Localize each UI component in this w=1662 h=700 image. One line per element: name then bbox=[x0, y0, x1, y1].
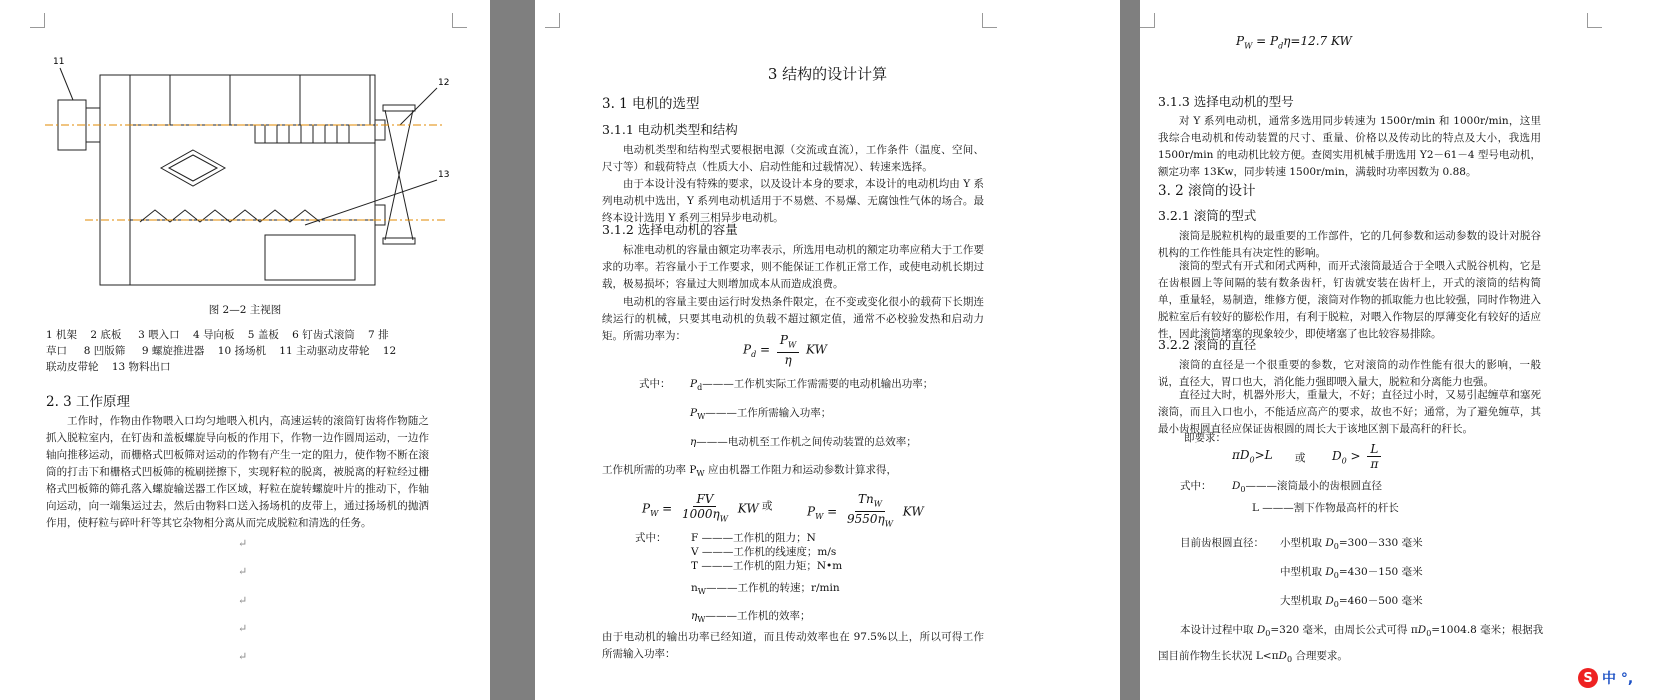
paragraph: 由于本设计没有特殊的要求，以及设计本身的要求，本设计的电动机均由 Y 系列电动机中选出，Y 系列电动机适用于不易燃、不易爆、无腐蚀性气体的场合。最终本设计选用 Y 系列三相异步电动机。 bbox=[602, 178, 984, 224]
d0-definition: $D_0———$滚筒最小的齿根圆直径 bbox=[1232, 480, 1383, 495]
formula-pw-torque: $P_W$ = $\frac{Tn_W}{9550\eta_W}$ KW bbox=[807, 492, 924, 529]
work-power-sentence: 工作机所需的功率 $P_W$ 应由机器工作阻力和运动参数计算求得， bbox=[602, 464, 897, 479]
sogou-logo-icon[interactable]: S bbox=[1578, 668, 1598, 688]
working-principle-paragraph: 工作时，作物由作物喂入口均匀地喂入机内，高速运转的滚筒钉齿将作物随之抓入脱粒室内，在钉齿和盖板螺旋导向板的作用下，作物一边作圆周运动，一边作轴向推移运动，而栅格式凹板筛对运动的作物有产生一定的阻力，使作物不断在滚筒的打击下和栅格式凹板筛的梳刷搓擦下，实现籽粒的脱离，被脱离的籽粒经过栅格式凹板筛的筛孔落入螺旋输送器工作区域，籽粒在旋转螺旋叶片的推动下，作轴向运动，向一端集运过去，然后由物料口送入扬场机的皮带上，通过扬场机的抛洒作用，使籽粒与碎叶秆等其它杂物相分离从而完成脱粒和清选的任务。 bbox=[46, 415, 429, 529]
document-page-2 bbox=[535, 0, 1120, 700]
return-mark: ↵ bbox=[238, 622, 248, 635]
section-heading-3-2-1: 3.2.1 滚筒的型式 bbox=[1158, 208, 1257, 223]
where-label: 式中： bbox=[1180, 480, 1212, 492]
definition-pw: $P_W———$工作所需输入功率； bbox=[690, 407, 832, 422]
result-formula: $P_W = P_d\eta=12.7$ KW bbox=[1236, 34, 1352, 51]
variable-f: F ———工作机的阻力；N bbox=[691, 532, 816, 544]
variable-n: $n_W———$工作机的转速；r/min bbox=[691, 582, 840, 597]
design-value-line-2: 国目前作物生长状况 $L<\pi D_0$ 合理要求。 bbox=[1158, 650, 1348, 665]
section-heading-3-1-1: 3.1.1 电动机类型和结构 bbox=[602, 122, 738, 137]
where-label: 式中： bbox=[635, 532, 667, 544]
medium-machine-range: 中型机取 $D_0=430-150$ 毫米 bbox=[1280, 566, 1423, 581]
paragraph: 滚筒的直径是一个很重要的参数，它对滚筒的动作性能有很大的影响，一般说，直径大，胃口也大，消化能力强即喂入量大，脱粒和分离能力也强。 bbox=[1158, 359, 1541, 388]
requirement-label: 即要求： bbox=[1184, 432, 1226, 444]
paragraph: 对 Y 系列电动机，通常多选用同步转速为 1500r/min 和 1000r/min，这里我综合电动机和传动装置的尺寸、重量、价格以及传动比的特点及大小，我选用 1500r/min 的电动机比较方便。查阅实用机械手册选用 Y2－61－4 型号电动机，额定功率 13Kw，同步转速 1500r/min，满载时功率因数为 0.88。 bbox=[1158, 115, 1541, 178]
paragraph: 标准电动机的容量由额定功率表示，所选用电动机的额定功率应稍大于工作要求的功率。若容量小于工作要求，则不能保证工作机正常工作，或使电动机长期过载，极易损坏；容量过大则增加成本从而造成浪费。 bbox=[602, 244, 984, 290]
paragraph: 直径过大时，机器外形大，重量大，不好；直径过小时，又易引起缠草和塞死滚筒，而且入口也小，不能适应高产的要求，故也不好；通常，为了避免缠草，其最小齿根圆直径应保证齿根圆的周长大于该地区割下最高秆的秆长。 bbox=[1158, 389, 1541, 435]
formula-pw-force: $P_W$ = $\frac{FV}{1000\eta_W}$ KW bbox=[642, 492, 759, 524]
machine-front-view-drawing bbox=[45, 50, 465, 300]
section-heading-3-2: 3. 2 滚筒的设计 bbox=[1158, 183, 1256, 199]
where-label: 式中： bbox=[639, 378, 671, 390]
crop-mark bbox=[452, 13, 467, 28]
design-value-line: 本设计过程中取 $D_0=320$ 毫米，由周长公式可得 $\pi D_0=1004.8$ 毫米；根据我 bbox=[1180, 624, 1544, 639]
section-heading-3-2-2: 3.2.2 滚筒的直径 bbox=[1158, 337, 1257, 352]
variable-t: T ———工作机的阻力矩；N•m bbox=[691, 560, 843, 572]
crop-mark bbox=[545, 13, 560, 28]
paragraph: 电动机的容量主要由运行时发热条件限定，在不变或变化很小的载荷下长期连续运行的机械，只要其电动机的负载不超过额定值，通常不必校验发热和启动力矩。所需功率为： bbox=[602, 296, 984, 342]
small-machine-range: 小型机取 $D_0=300-330$ 毫米 bbox=[1280, 537, 1423, 552]
crop-mark bbox=[30, 13, 45, 28]
l-definition: L ———割下作物最高杆的杆长 bbox=[1252, 502, 1399, 514]
label-11: 11 bbox=[53, 57, 65, 67]
paragraph: 滚筒是脱粒机构的最重要的工作部件，它的几何参数和运动参数的设计对脱谷机构的工作性能具有决定性的影响。 bbox=[1158, 230, 1541, 259]
paragraph: 电动机类型和结构型式要根据电源（交流或直流），工作条件（温度、空间、尺寸等）和载荷特点（性质大小、启动性能和过载情况）、转速来选择。 bbox=[602, 144, 984, 173]
label-12: 12 bbox=[438, 78, 450, 88]
inequality-1: $\pi D_0>L$ bbox=[1232, 448, 1273, 465]
variable-v: V ———工作机的线速度；m/s bbox=[691, 546, 837, 558]
crop-mark bbox=[982, 13, 997, 28]
parts-list-line-3: 联动皮带轮 13 物料出口 bbox=[46, 361, 171, 373]
or-label: 或 bbox=[1295, 452, 1306, 464]
or-label: 或 bbox=[762, 500, 773, 512]
crop-mark bbox=[1140, 13, 1155, 28]
crop-mark bbox=[1587, 13, 1602, 28]
section-heading-2-3: 2. 3 工作原理 bbox=[46, 394, 131, 410]
large-machine-range: 大型机取 $D_0=460-500$ 毫米 bbox=[1280, 595, 1423, 610]
variable-eta: $\eta_W———$工作机的效率； bbox=[691, 610, 811, 625]
ime-toolbar[interactable] bbox=[1572, 663, 1662, 693]
label-13: 13 bbox=[438, 170, 450, 180]
inequality-2: $D_0$ > $\frac{L}{\pi}$ bbox=[1332, 442, 1384, 471]
parts-list-line-2: 草口 8 凹版筛 9 螺旋推进器 10 扬场机 11 主动驱动皮带轮 12 bbox=[46, 345, 397, 357]
return-mark: ↵ bbox=[238, 594, 248, 607]
return-mark: ↵ bbox=[238, 650, 248, 663]
paragraph: 由于电动机的输出功率已经知道，而且传动效率也在 97.5%以上，所以可得工作所需输入功率： bbox=[602, 631, 984, 660]
section-heading-3-1: 3. 1 电机的选型 bbox=[602, 96, 700, 112]
section-heading-3-1-3: 3.1.3 选择电动机的型号 bbox=[1158, 94, 1294, 109]
document-page-3 bbox=[1140, 0, 1662, 700]
return-mark: ↵ bbox=[238, 537, 248, 550]
paragraph: 滚筒的型式有开式和闭式两种，而开式滚筒最适合于全喂入式脱谷机构，它是在齿根圆上等间隔的装有数条齿杆，钉齿就安装在齿杆上，开式的滚筒的结构简单，重量轻，易制造，维修方便，滚筒对作物的抓取能力也比较强，同时作物进入脱粒室后有较好的膨松作用，有利于脱粒，对喂入作物层的厚薄变化有较好的适应性，因此滚筒堵塞的现象较少，即使堵塞了也比较容易排除。 bbox=[1158, 260, 1541, 340]
ime-language-indicator[interactable]: 中 °, bbox=[1602, 671, 1634, 687]
definition-pd: $P_d———$工作机实际工作需需要的电动机输出功率； bbox=[690, 378, 934, 393]
current-diameter-label: 目前齿根圆直径： bbox=[1180, 537, 1264, 549]
formula-pd: $P_d$ = $\frac{P_W}{\eta}$ KW bbox=[743, 333, 827, 368]
figure-caption: 图 2—2 主视图 bbox=[208, 304, 282, 316]
definition-eta: η———电动机至工作机之间传动装置的总效率； bbox=[690, 436, 917, 448]
return-mark: ↵ bbox=[238, 565, 248, 578]
parts-list-line-1: 1 机架 2 底板 3 喂入口 4 导向板 5 盖板 6 钉齿式滚筒 7 排 bbox=[46, 329, 389, 341]
chapter-title: 3 结构的设计计算 bbox=[767, 65, 888, 83]
document-page-1 bbox=[0, 0, 490, 700]
section-heading-3-1-2: 3.1.2 选择电动机的容量 bbox=[602, 222, 738, 237]
